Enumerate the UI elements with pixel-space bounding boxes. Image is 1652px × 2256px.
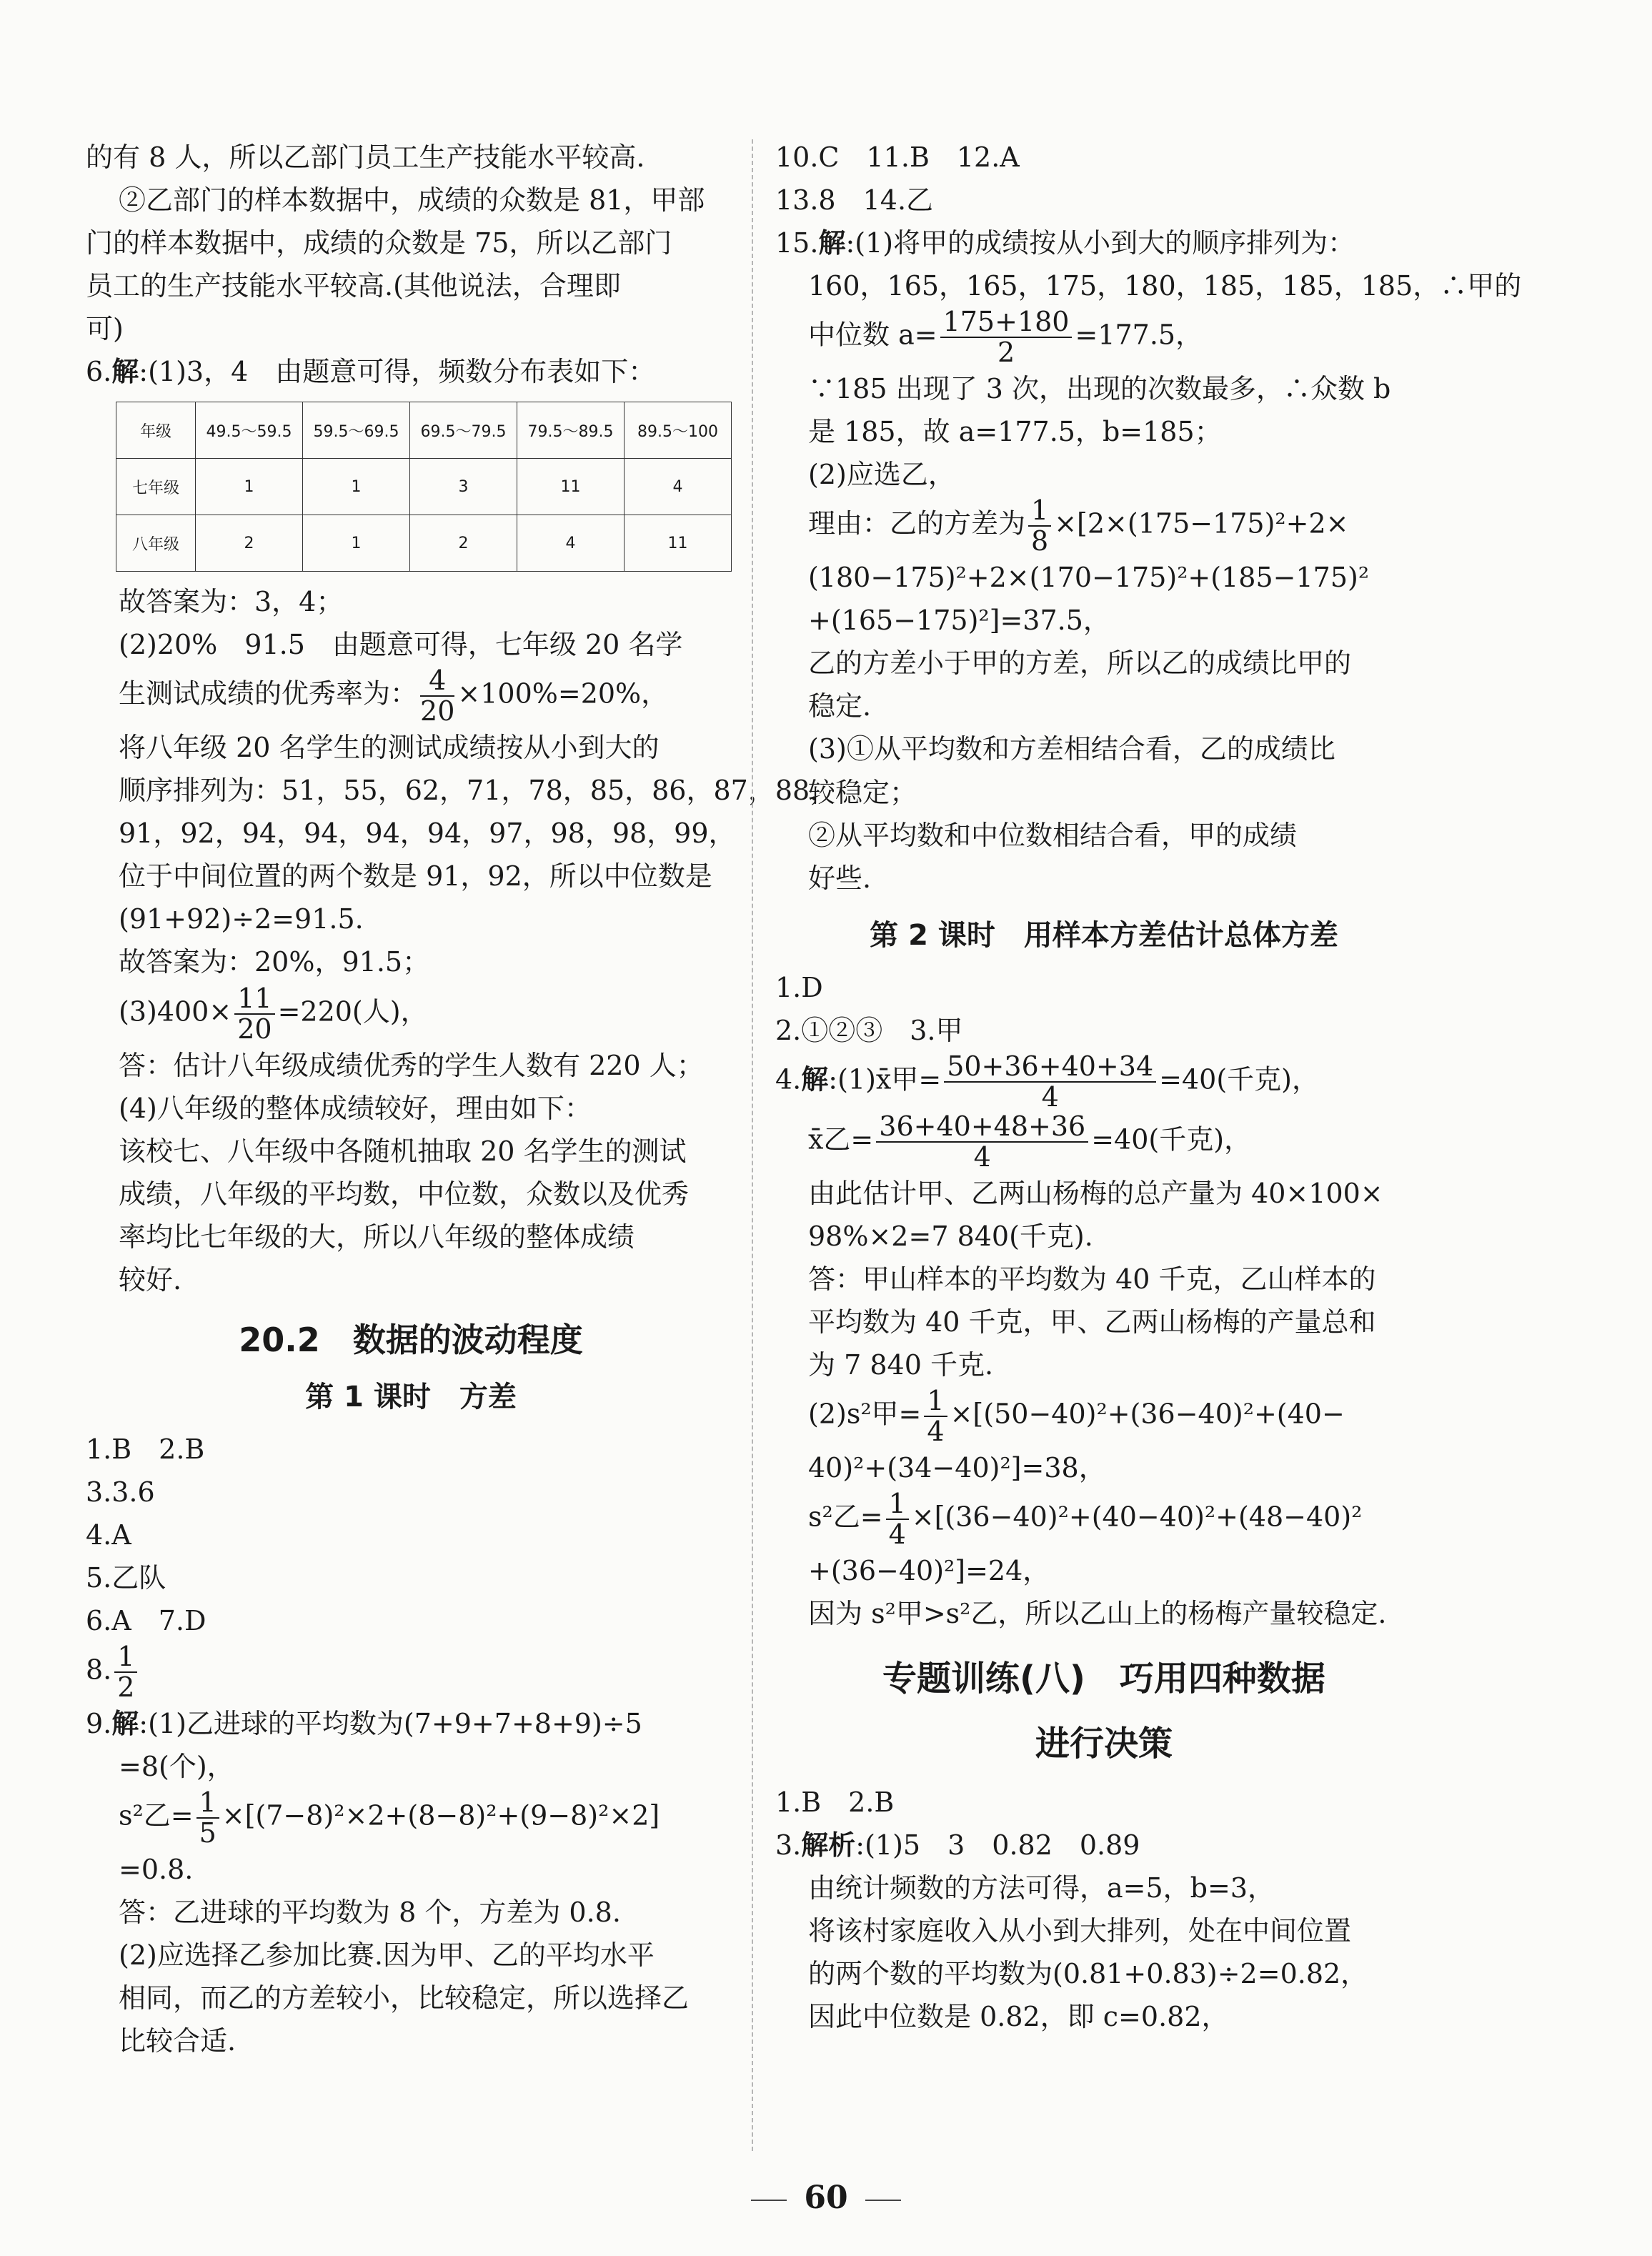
text-line: ②从平均数和中位数相结合看，甲的成绩	[808, 819, 1298, 851]
text-line: 可)	[86, 313, 124, 345]
formula-line: 中位数 a= $\frac{175+180}{2}$ =177.5，	[808, 306, 1203, 369]
fraction: $\frac{50+36+40+34}{4}$	[944, 1052, 1156, 1112]
text-line: 因此中位数是 0.82，即 c=0.82，	[808, 2001, 1229, 2033]
answer-line: 5.乙队	[86, 1561, 166, 1594]
text-line: =8(个)，	[119, 1751, 234, 1782]
column-divider	[752, 139, 753, 2151]
formula-line: 理由：乙的方差为 $\frac{1}{8}$ ×[2×(175−175)²+2×	[808, 495, 1349, 557]
text-line: 160，165，165，175，180，185，185，185，∴甲的	[808, 270, 1522, 302]
table-cell: 1	[303, 515, 410, 572]
footer-dash	[865, 2200, 901, 2201]
text-line: 位于中间位置的两个数是 91，92，所以中位数是	[119, 860, 712, 893]
fraction: $\frac{175+180}{2}$	[940, 307, 1073, 367]
text-line: 因为 s²甲>s²乙，所以乙山上的杨梅产量较稳定.	[808, 1598, 1387, 1630]
table-cell: 69.5～79.5	[410, 402, 517, 459]
formula-line: s²乙= $\frac{1}{4}$ ×[(36−40)²+(40−40)²+(48−40)²	[808, 1488, 1363, 1551]
table-cell: 11	[625, 515, 732, 572]
lesson-title: 第 2 课时 用样本方差估计总体方差	[870, 918, 1338, 952]
page-footer	[0, 2180, 1652, 2216]
formula-line: (2)s²甲= $\frac{1}{4}$ ×[(50−40)²+(36−40)²+(40−	[808, 1384, 1345, 1447]
text-line: (2)应选乙，	[808, 459, 955, 491]
text-line: (4)八年级的整体成绩较好，理由如下：	[119, 1092, 592, 1124]
table-cell: 4	[625, 459, 732, 515]
lesson-title: 第 1 课时 方差	[305, 1380, 517, 1413]
answer-line: 1.B 2.B	[86, 1433, 205, 1465]
fraction: $\frac{36+40+48+36}{4}$	[876, 1112, 1088, 1172]
fraction: $\frac{1}{2}$	[114, 1642, 137, 1702]
question-15-header: 15.解:(1)将甲的成绩按从小到大的顺序排列为：	[775, 227, 1355, 259]
text-line: (2)20% 91.5 由题意可得，七年级 20 名学	[119, 629, 683, 661]
table-cell: 89.5～100	[625, 402, 732, 459]
text-line: 故答案为：3，4；	[119, 586, 344, 618]
table-cell: 59.5～69.5	[303, 402, 410, 459]
text-line: 较稳定；	[808, 776, 917, 808]
text-line: 成绩，八年级的平均数，中位数，众数以及优秀	[119, 1178, 690, 1210]
answer-line: 2.①②③ 3.甲	[775, 1014, 963, 1046]
fraction: $\frac{11}{20}$	[234, 984, 274, 1044]
table-cell: 4	[517, 515, 625, 572]
table-cell: 79.5～89.5	[517, 402, 625, 459]
formula-line: x̄乙= $\frac{36+40+48+36}{4}$ =40(千克)，	[808, 1110, 1252, 1173]
formula-line: s²乙= $\frac{1}{5}$ ×[(7−8)²×2+(8−8)²+(9−8)²×2]	[119, 1787, 660, 1849]
text-line: 将该村家庭收入从小到大排列，处在中间位置	[808, 1915, 1352, 1947]
text-line: 为 7 840 千克.	[808, 1348, 994, 1381]
table-cell: 2	[410, 515, 517, 572]
table-cell: 八年级	[116, 515, 196, 572]
table-cell: 1	[196, 459, 303, 515]
topic-title-continued: 进行决策	[1035, 1724, 1173, 1764]
table-cell: 3	[410, 459, 517, 515]
answer-line: 1.B 2.B	[775, 1787, 895, 1819]
table-cell: 2	[196, 515, 303, 572]
topic-title: 专题训练(八) 巧用四种数据	[882, 1659, 1325, 1699]
text-line: 门的样本数据中，成绩的众数是 75，所以乙部门	[86, 227, 672, 259]
text-line: 乙的方差小于甲的方差，所以乙的成绩比甲的	[808, 647, 1352, 680]
text-line: 的两个数的平均数为(0.81+0.83)÷2=0.82，	[808, 1958, 1368, 1990]
text-line: 稳定.	[808, 690, 872, 722]
text-line: 该校七、八年级中各随机抽取 20 名学生的测试	[119, 1135, 687, 1167]
formula-line: (3)400× $\frac{11}{20}$ =220(人)，	[119, 982, 428, 1045]
fraction: $\frac{1}{4}$	[886, 1489, 909, 1549]
formula-line: 生测试成绩的优秀率为： $\frac{4}{20}$ ×100%=20%，	[119, 665, 669, 727]
text-line: 较好.	[119, 1263, 182, 1296]
question-9-header: 9.解:(1)乙进球的平均数为(7+9+7+8+9)÷5	[86, 1707, 642, 1739]
text-line: 率均比七年级的大，所以八年级的整体成绩	[119, 1221, 635, 1253]
text-line: 98%×2=7 840(千克).	[808, 1220, 1093, 1252]
page-number: 60	[804, 2180, 848, 2216]
text-line: 91，92，94，94，94，94，97，98，98，99，	[119, 818, 736, 850]
fraction: $\frac{4}{20}$	[420, 665, 455, 727]
footer-dash	[751, 2200, 787, 2201]
answer-line: 6.A 7.D	[86, 1604, 206, 1636]
text-line: 相同，而乙的方差较小，比较稳定，所以选择乙	[119, 1982, 690, 2014]
table-cell: 49.5～59.5	[196, 402, 303, 459]
text-line: ∵185 出现了 3 次，出现的次数最多，∴众数 b	[808, 373, 1391, 405]
answer-line: 4.A	[86, 1519, 131, 1551]
answer-line: 3.3.6	[86, 1476, 155, 1508]
text-line: 40)²+(34−40)²]=38，	[808, 1452, 1106, 1484]
frequency-table	[116, 402, 732, 572]
text-line: 由此估计甲、乙两山杨梅的总产量为 40×100×	[808, 1177, 1383, 1209]
question-4-header: 4.解:(1)x̄甲= $\frac{50+36+40+34}{4}$ =40(千克)，	[775, 1050, 1319, 1113]
text-line: +(165−175)²]=37.5，	[808, 605, 1110, 637]
question-6-header: 6.解:(1)3，4 由题意可得，频数分布表如下：	[86, 356, 656, 388]
table-cell: 年级	[116, 402, 196, 459]
right-column	[775, 136, 1522, 2038]
text-line: 平均数为 40 千克，甲、乙两山杨梅的产量总和	[808, 1306, 1376, 1338]
text-line: 故答案为：20%，91.5；	[119, 946, 430, 978]
text-line: +(36−40)²]=24，	[808, 1555, 1050, 1587]
text-line: (3)①从平均数和方差相结合看，乙的成绩比	[808, 733, 1335, 765]
fraction: $\frac{1}{5}$	[196, 1788, 219, 1848]
text-line: 答：乙进球的平均数为 8 个，方差为 0.8.	[119, 1897, 621, 1929]
text-line: 的有 8 人，所以乙部门员工生产技能水平较高.	[86, 141, 645, 173]
table-cell: 1	[303, 459, 410, 515]
text-line: 顺序排列为：51，55，62，71，78，85，86，87，88，	[119, 775, 837, 807]
table-cell: 11	[517, 459, 625, 515]
table-cell: 七年级	[116, 459, 196, 515]
text-line: (2)应选择乙参加比赛.因为甲、乙的平均水平	[119, 1939, 655, 1972]
text-line: 是 185，故 a=177.5，b=185；	[808, 416, 1222, 448]
table-header-row	[116, 402, 732, 459]
fraction: $\frac{1}{4}$	[924, 1386, 947, 1446]
text-line: =0.8.	[119, 1854, 194, 1886]
answer-line: 8. $\frac{1}{2}$	[86, 1642, 736, 1702]
text-line: 由统计频数的方法可得，a=5，b=3，	[808, 1872, 1275, 1904]
text-line: 比较合适.	[119, 2025, 237, 2057]
text-line: 将八年级 20 名学生的测试成绩按从小到大的	[119, 732, 660, 764]
answer-line: 1.D	[775, 971, 823, 1003]
text-line: (91+92)÷2=91.5.	[119, 903, 364, 935]
text-line: 答：甲山样本的平均数为 40 千克，乙山样本的	[808, 1263, 1376, 1295]
text-line: ②乙部门的样本数据中，成绩的众数是 81，甲部	[119, 184, 705, 217]
fraction: $\frac{1}{8}$	[1028, 496, 1051, 556]
question-3-header: 3.解析:(1)5 3 0.82 0.89	[775, 1829, 1140, 1862]
table-row	[116, 515, 732, 572]
answer-line: 10.C 11.B 12.A	[775, 141, 1020, 173]
text-line: (180−175)²+2×(170−175)²+(185−175)²	[808, 562, 1370, 594]
text-line: 答：估计八年级成绩优秀的学生人数有 220 人；	[119, 1049, 704, 1081]
table-row	[116, 459, 732, 515]
text-line: 好些.	[808, 862, 872, 894]
text-line: 员工的生产技能水平较高.(其他说法，合理即	[86, 270, 621, 302]
section-title: 20.2 数据的波动程度	[239, 1320, 583, 1359]
answer-line: 13.8 14.乙	[775, 184, 934, 217]
